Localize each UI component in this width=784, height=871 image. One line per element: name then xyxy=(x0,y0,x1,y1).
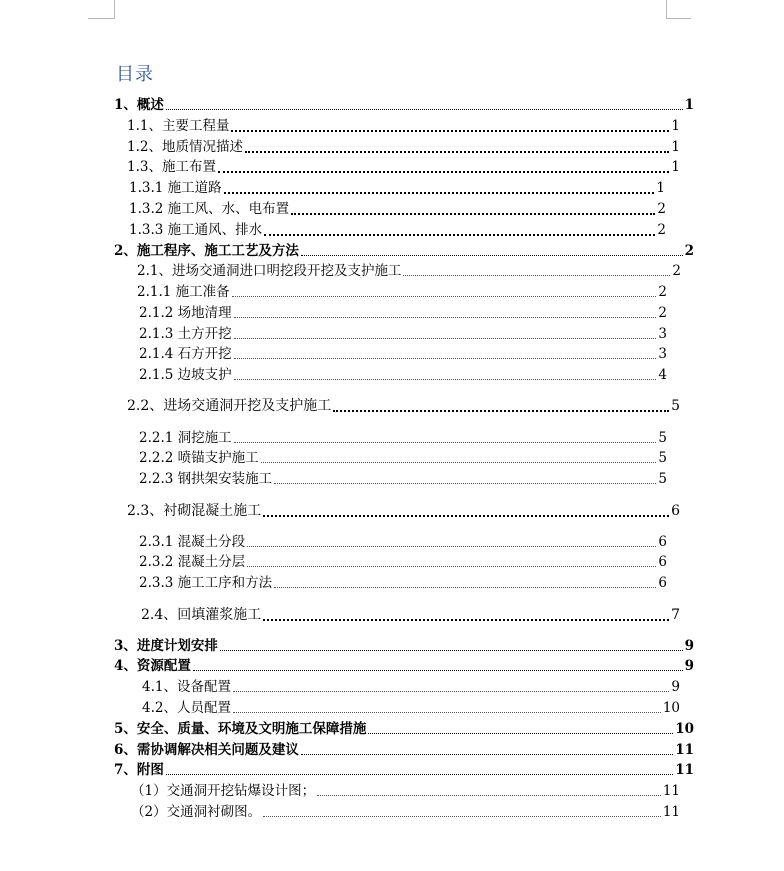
toc-entry[interactable] xyxy=(142,678,680,696)
toc-entry-label: 2.1.2 场地清理 xyxy=(139,305,232,321)
toc-entry-page: 6 xyxy=(671,503,680,519)
toc-entry-page: 11 xyxy=(662,804,680,820)
toc-entry[interactable] xyxy=(139,553,667,571)
toc-entry-page: 9 xyxy=(684,638,694,654)
toc-entry[interactable] xyxy=(129,221,666,239)
dot-leader xyxy=(274,587,656,588)
toc-entry-label: 1.1、主要工程量 xyxy=(127,118,230,134)
toc-entry-label: 4.2、人员配置 xyxy=(142,700,231,716)
dot-leader xyxy=(233,712,661,713)
toc-entry-label: 3、进度计划安排 xyxy=(114,638,218,654)
toc-entry-label: 1、概述 xyxy=(114,97,164,113)
dot-leader xyxy=(234,317,657,318)
toc-entry-page: 11 xyxy=(675,742,694,758)
toc-entry-label: 2.1.5 边坡支护 xyxy=(139,367,232,383)
toc-entry-label: 1.3.1 施工道路 xyxy=(129,180,222,196)
toc-entry-label: 2.1.1 施工准备 xyxy=(137,284,230,300)
dot-leader xyxy=(166,109,683,110)
dot-leader xyxy=(291,213,655,215)
toc-entry[interactable] xyxy=(137,283,667,301)
toc-entry-label: （2）交通洞衬砌图。 xyxy=(131,804,262,820)
toc-entry[interactable] xyxy=(127,397,680,415)
dot-leader xyxy=(263,515,669,517)
toc-entry-label: 2.3.3 施工工序和方法 xyxy=(139,575,273,591)
toc-entry-label: 2.1、进场交通洞进口明挖段开挖及支护施工 xyxy=(137,263,402,279)
toc-entry-page: 1 xyxy=(671,159,680,175)
toc-entry-page: 6 xyxy=(658,554,667,570)
toc-entry[interactable] xyxy=(142,699,680,717)
toc-entry[interactable] xyxy=(139,345,667,363)
dot-leader xyxy=(368,733,673,734)
dot-leader xyxy=(233,691,669,692)
toc-entry-label: 2.1.4 石方开挖 xyxy=(139,346,232,362)
toc-entry[interactable] xyxy=(127,502,680,520)
toc-entry[interactable] xyxy=(114,761,694,779)
toc-entry-page: 1 xyxy=(684,97,694,113)
toc-entry-page: 9 xyxy=(684,658,694,674)
dot-leader xyxy=(261,462,657,463)
dot-leader xyxy=(234,379,657,380)
toc-entry-page: 1 xyxy=(671,118,680,134)
dot-leader xyxy=(301,255,683,256)
dot-leader xyxy=(264,234,655,236)
toc-entry-label: 2.2、进场交通洞开挖及支护施工 xyxy=(127,398,332,414)
toc-entry-page: 1 xyxy=(656,180,665,196)
toc-entry[interactable] xyxy=(139,429,667,447)
toc-entry-label: 2.2.3 钢拱架安装施工 xyxy=(139,471,273,487)
toc-entry-label: 2.2.1 洞挖施工 xyxy=(139,430,232,446)
toc-entry-page: 3 xyxy=(658,346,667,362)
toc-entry-label: 5、安全、质量、环境及文明施工保障措施 xyxy=(114,721,367,737)
dot-leader xyxy=(247,566,656,567)
toc-entry-page: 3 xyxy=(658,326,667,342)
toc-entry-page: 11 xyxy=(675,762,694,778)
dot-leader xyxy=(234,338,657,339)
toc-entry[interactable] xyxy=(114,242,694,260)
dot-leader xyxy=(263,619,669,621)
toc-entry-label: 1.2、地质情况描述 xyxy=(127,139,243,155)
dot-leader xyxy=(245,151,669,153)
toc-entry[interactable] xyxy=(114,637,694,655)
dot-leader xyxy=(301,754,673,755)
dot-leader xyxy=(274,483,656,484)
toc-entry-page: 7 xyxy=(671,607,680,623)
toc-entry[interactable] xyxy=(114,720,694,738)
toc-entry-label: 1.3、施工布置 xyxy=(127,159,216,175)
toc-entry-page: 10 xyxy=(675,721,694,737)
dot-leader xyxy=(224,192,655,194)
toc-entry-label: 2.2.2 喷锚支护施工 xyxy=(139,450,259,466)
dot-leader xyxy=(333,410,669,412)
toc-entry[interactable] xyxy=(114,96,694,114)
toc-entry-page: 5 xyxy=(658,430,667,446)
dot-leader xyxy=(218,171,669,173)
toc-entry-page: 9 xyxy=(671,679,680,695)
toc-entry[interactable] xyxy=(139,574,667,592)
toc-entry-label: 2.3.1 混凝土分段 xyxy=(139,534,246,550)
toc-entry[interactable] xyxy=(129,179,665,197)
toc-entry[interactable] xyxy=(139,304,667,322)
toc-entry-label: 7、附图 xyxy=(114,762,164,778)
toc-entry-label: 2、施工程序、施工工艺及方法 xyxy=(114,243,299,259)
toc-entry-label: 2.4、回填灌浆施工 xyxy=(141,607,262,623)
toc-entry[interactable] xyxy=(114,741,694,759)
toc-entry-label: 1.3.2 施工风、水、电布置 xyxy=(129,201,290,217)
toc-entry-page: 11 xyxy=(662,783,680,799)
toc-entry[interactable] xyxy=(139,366,667,384)
dot-leader xyxy=(234,358,657,359)
toc-entry-page: 6 xyxy=(658,575,667,591)
toc-entry-page: 6 xyxy=(658,534,667,550)
toc-entry[interactable] xyxy=(139,449,667,467)
dot-leader xyxy=(234,442,657,443)
toc-entry[interactable] xyxy=(129,200,666,218)
toc-entry-label: 6、需协调解决相关问题及建议 xyxy=(114,742,299,758)
toc-entry-page: 2 xyxy=(658,305,667,321)
toc-entry[interactable] xyxy=(139,325,667,343)
dot-leader xyxy=(166,774,673,775)
dot-leader xyxy=(231,130,669,132)
dot-leader xyxy=(193,670,683,671)
toc-entry[interactable] xyxy=(114,657,694,675)
dot-leader xyxy=(317,795,661,796)
dot-leader xyxy=(232,296,657,297)
toc-entry-page: 5 xyxy=(658,450,667,466)
toc-entry-label: 4、资源配置 xyxy=(114,658,191,674)
toc-entry-page: 2 xyxy=(658,284,667,300)
toc-entry[interactable] xyxy=(127,138,680,156)
toc-entry-page: 2 xyxy=(657,222,666,238)
dot-leader xyxy=(263,816,661,817)
toc-entry[interactable] xyxy=(137,262,681,280)
toc-entry[interactable] xyxy=(127,158,680,176)
dot-leader xyxy=(247,546,656,547)
toc-entry[interactable] xyxy=(139,470,667,488)
toc-entry-label: 2.3、衬砌混凝土施工 xyxy=(127,503,262,519)
toc-entry-page: 2 xyxy=(672,263,681,279)
toc-entry-page: 1 xyxy=(671,139,680,155)
toc-entry-page: 4 xyxy=(658,367,667,383)
toc-entry-label: （1）交通洞开挖钻爆设计图； xyxy=(131,783,316,799)
toc-entry[interactable] xyxy=(127,117,680,135)
toc-entry-label: 4.1、设备配置 xyxy=(142,679,231,695)
dot-leader xyxy=(220,650,683,651)
toc-entry-label: 2.3.2 混凝土分层 xyxy=(139,554,246,570)
dot-leader xyxy=(403,275,670,276)
toc-entry-page: 2 xyxy=(684,243,694,259)
toc-entry[interactable] xyxy=(131,782,680,800)
toc-entry-label: 2.1.3 土方开挖 xyxy=(139,326,232,342)
toc-entry[interactable] xyxy=(139,533,667,551)
toc-entry[interactable] xyxy=(141,606,680,624)
toc-entry[interactable] xyxy=(131,803,680,821)
toc-entry-page: 10 xyxy=(662,700,680,716)
toc-entry-label: 1.3.3 施工通风、排水 xyxy=(129,222,263,238)
toc-entry-page: 2 xyxy=(657,201,666,217)
toc-entry-page: 5 xyxy=(671,398,680,414)
toc-title: 目录 xyxy=(116,64,154,85)
toc-entry-page: 5 xyxy=(658,471,667,487)
